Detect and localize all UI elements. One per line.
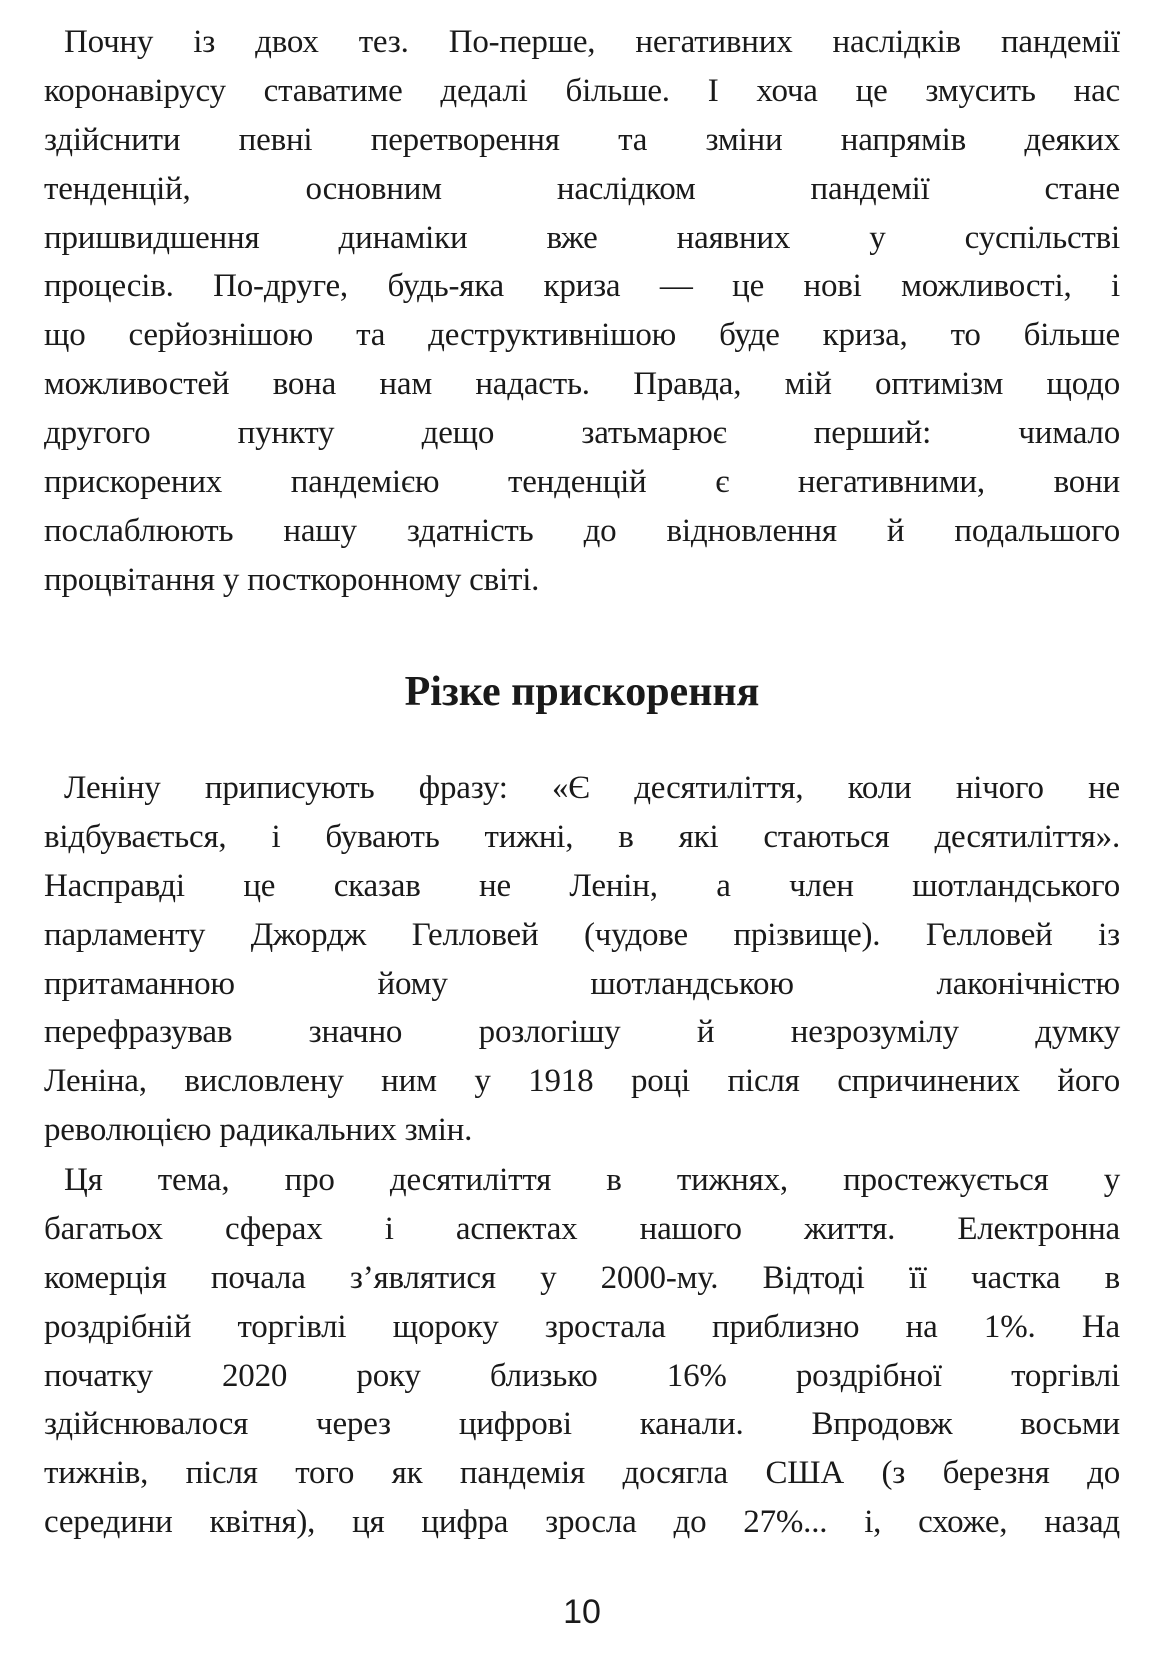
text-line: роздрібній торгівлі щороку зростала приблизно на 1%. На xyxy=(44,1308,1120,1345)
text-line: другого пункту дещо затьмарює перший: чимало xyxy=(44,415,1120,452)
text-line: послаблюють нашу здатність до відновлення й подальшого xyxy=(44,512,1120,549)
text-line: відбувається, і бувають тижні, в які стаються десятиліття». xyxy=(44,818,1120,855)
paragraph-lenin-quote xyxy=(44,764,1120,1155)
text-line: середини квітня), ця цифра зросла до 27%... і, схоже, назад xyxy=(44,1504,1120,1541)
text-line: притаманною йому шотландською лаконічністю xyxy=(44,965,1120,1002)
text-line: пришвидшення динаміки вже наявних у суспільстві xyxy=(44,219,1120,256)
text-line: коронавірусу ставатиме дедалі більше. І хоча це змусить нас xyxy=(44,72,1120,109)
text-line: багатьох сферах і аспектах нашого життя. Електронна xyxy=(44,1210,1120,1247)
text-line: тижнів, після того як пандемія досягла США (з березня до xyxy=(44,1455,1120,1492)
text-line: парламенту Джордж Гелловей (чудове прізвище). Гелловей із xyxy=(44,916,1120,953)
text-line: Почну із двох тез. По-перше, негативних наслідків пандемії xyxy=(64,24,1120,60)
text-line: Ця тема, про десятиліття в тижнях, простежується у xyxy=(64,1162,1120,1198)
paragraph-ecommerce xyxy=(44,1156,1120,1547)
text-line: процвітання у посткоронному світі. xyxy=(44,561,540,598)
text-line: прискорених пандемією тенденцій є негативними, вони xyxy=(44,464,1120,501)
text-line: тенденцій, основним наслідком пандемії стане xyxy=(44,170,1120,207)
text-line: Насправді це сказав не Ленін, а член шотландського xyxy=(44,867,1120,904)
text-line: що серйознішою та деструктивнішою буде криза, то більше xyxy=(44,317,1120,354)
paragraph-intro xyxy=(44,18,1120,605)
page-number: 10 xyxy=(563,1593,601,1631)
text-line: процесів. По-друге, будь-яка криза — це нові можливості, і xyxy=(44,268,1120,305)
text-line: можливостей вона нам надасть. Правда, мій оптимізм щодо xyxy=(44,366,1120,403)
text-line: Леніну приписують фразу: «Є десятиліття, коли нічого не xyxy=(64,770,1120,806)
text-line: перефразував значно розлогішу й незрозумілу думку xyxy=(44,1014,1120,1051)
text-line: здійснити певні перетворення та зміни напрямів деяких xyxy=(44,121,1120,158)
text-line: початку 2020 року близько 16% роздрібної торгівлі xyxy=(44,1357,1120,1394)
text-line: Леніна, висловлену ним у 1918 році після спричинених його xyxy=(44,1063,1120,1100)
text-line: революцією радикальних змін. xyxy=(44,1112,473,1149)
text-line: здійснювалося через цифрові канали. Впродовж восьми xyxy=(44,1406,1120,1443)
text-line: комерція почала з’являтися у 2000-му. Відтоді її частка в xyxy=(44,1259,1120,1296)
section-heading: Різке прискорення xyxy=(404,669,760,715)
